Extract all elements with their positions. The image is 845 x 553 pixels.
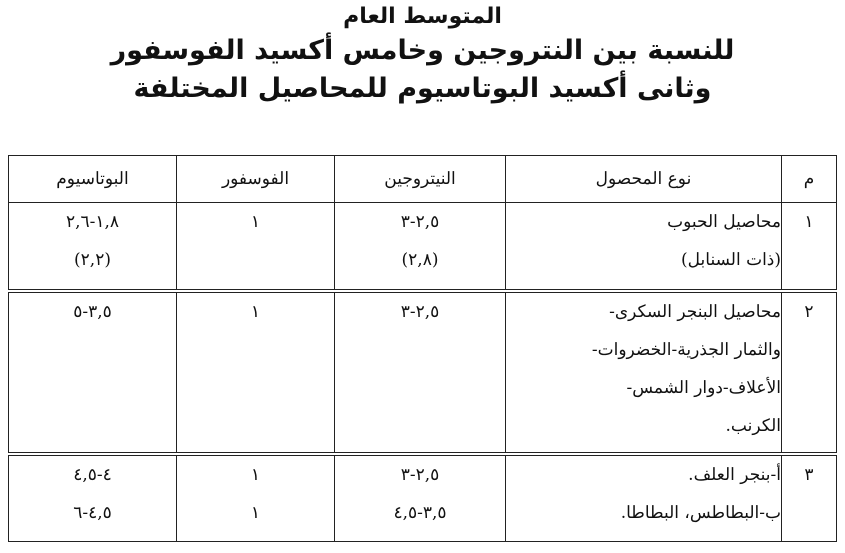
potassium-value: ١,٨-٢,٦ <box>65 212 120 232</box>
nitrogen-value: ٢,٥-٣ <box>400 212 440 232</box>
phosphorus-value: ١ <box>250 301 261 322</box>
row-number: ١ <box>782 203 837 291</box>
crop-text: (ذات السنابل) <box>681 250 781 270</box>
potassium-cell <box>9 454 177 542</box>
crop-text: والثمار الجذرية-الخضروات- <box>591 339 781 360</box>
potassium-value: ٤,٥-٦ <box>73 502 112 523</box>
header-phosphorus: الفوسفور <box>177 156 335 203</box>
crop-text: أ-بنجر العلف. <box>688 464 781 485</box>
title-block <box>0 2 845 108</box>
title-line-3: وثانى أكسيد البوتاسيوم للمحاصيل المختلفة <box>133 73 712 104</box>
crop-text: ب-البطاطس، البطاطا. <box>620 502 781 523</box>
header-nitrogen: النيتروجين <box>335 156 506 203</box>
table-row <box>9 203 837 291</box>
crop-cell <box>506 291 782 454</box>
crop-text: محاصيل الحبوب <box>667 212 781 232</box>
crop-text: الأعلاف-دوار الشمس- <box>626 377 781 398</box>
table-row <box>9 291 837 454</box>
nitrogen-value: (٢,٨) <box>401 250 439 270</box>
phosphorus-value: ١ <box>250 502 261 523</box>
header-no: م <box>782 156 837 203</box>
potassium-cell <box>9 203 177 291</box>
potassium-value: (٢,٢) <box>74 250 111 270</box>
crop-cell <box>506 203 782 291</box>
nitrogen-cell <box>335 291 506 454</box>
crop-cell <box>506 454 782 542</box>
title-line-2: للنسبة بين النتروجين وخامس أكسيد الفوسفور <box>110 35 735 66</box>
phosphorus-cell <box>177 291 335 454</box>
phosphorus-cell <box>177 203 335 291</box>
table-row <box>9 454 837 542</box>
nitrogen-cell <box>335 454 506 542</box>
nitrogen-value: ٣,٥-٤,٥ <box>393 502 447 523</box>
phosphorus-cell <box>177 454 335 542</box>
table-header-row <box>9 156 837 203</box>
crop-text: محاصيل البنجر السكرى- <box>609 301 781 322</box>
nitrogen-value: ٢,٥-٣ <box>400 301 440 322</box>
header-potassium: البوتاسيوم <box>9 156 177 203</box>
row-number: ٣ <box>782 454 837 542</box>
potassium-value: ٣,٥-٥ <box>73 301 112 322</box>
header-crop: نوع المحصول <box>506 156 782 203</box>
row-number: ٢ <box>782 291 837 454</box>
title-line-1: المتوسط العام <box>343 4 502 29</box>
potassium-value: ٤-٤,٥ <box>73 464 112 485</box>
nitrogen-cell <box>335 203 506 291</box>
nitrogen-value: ٢,٥-٣ <box>400 464 440 485</box>
crop-text: الكرنب. <box>725 415 781 436</box>
phosphorus-value: ١ <box>250 464 261 485</box>
phosphorus-value: ١ <box>250 212 261 232</box>
potassium-cell <box>9 291 177 454</box>
fertilizer-ratio-table <box>8 155 837 542</box>
